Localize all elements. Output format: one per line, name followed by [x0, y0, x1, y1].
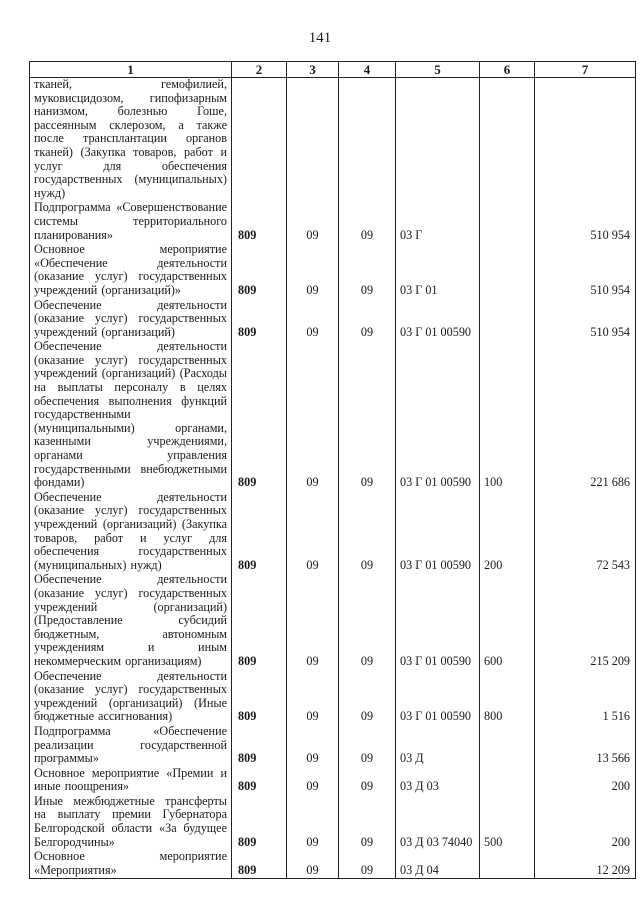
table-row — [30, 340, 636, 491]
row-amount: 221 686 — [535, 340, 636, 491]
header-row — [30, 62, 636, 78]
row-name: Подпрограмма «Обеспечение реализации государственной программы» — [30, 725, 232, 767]
row-target-item: 03 Д 03 74040 — [396, 795, 480, 850]
row-name: тканей, гемофилией, муковисцидозом, гипофизарным нанизмом, болезнью Гоше, рассеянным склерозом, а также после трансплантации органов тканей) (Закупка товаров, работ и услуг для обеспечения государственных (муниципальных) нужд) — [30, 78, 232, 202]
row-ministry-code: 809 — [232, 725, 287, 767]
row-ministry-code: 809 — [232, 850, 287, 879]
budget-table — [29, 61, 636, 879]
row-subsection: 09 — [339, 573, 396, 669]
row-expense-type — [480, 243, 535, 298]
table-row — [30, 573, 636, 669]
row-amount: 72 543 — [535, 491, 636, 574]
row-subsection: 09 — [339, 340, 396, 491]
row-ministry-code: 809 — [232, 243, 287, 298]
row-expense-type: 100 — [480, 340, 535, 491]
table-row — [30, 201, 636, 243]
header-col-2: 2 — [232, 62, 287, 78]
row-ministry-code: 809 — [232, 491, 287, 574]
row-target-item: 03 Г 01 00590 — [396, 670, 480, 725]
row-subsection: 09 — [339, 201, 396, 243]
row-subsection: 09 — [339, 491, 396, 574]
row-subsection: 09 — [339, 767, 396, 795]
row-amount: 510 954 — [535, 243, 636, 298]
row-subsection: 09 — [339, 670, 396, 725]
row-name: Обеспечение деятельности (оказание услуг) государственных учреждений (организаций) (Предоставление субсидий бюджетным, автономным учреждениям и иным некоммерческим организациям) — [30, 573, 232, 669]
header-col-4: 4 — [339, 62, 396, 78]
row-name: Подпрограмма «Совершенствование системы территориального планирования» — [30, 201, 232, 243]
row-expense-type — [480, 767, 535, 795]
row-amount: 200 — [535, 795, 636, 850]
row-section: 09 — [287, 299, 339, 341]
row-section: 09 — [287, 725, 339, 767]
row-target-item: 03 Г 01 00590 — [396, 573, 480, 669]
row-amount: 200 — [535, 767, 636, 795]
row-ministry-code: 809 — [232, 670, 287, 725]
table-body — [30, 78, 636, 879]
row-section: 09 — [287, 670, 339, 725]
row-expense-type — [480, 850, 535, 879]
row-section: 09 — [287, 573, 339, 669]
row-subsection: 09 — [339, 243, 396, 298]
row-subsection: 09 — [339, 299, 396, 341]
row-target-item — [396, 78, 480, 202]
row-ministry-code: 809 — [232, 795, 287, 850]
header-col-1: 1 — [30, 62, 232, 78]
row-amount: 12 209 — [535, 850, 636, 879]
row-section: 09 — [287, 767, 339, 795]
header-col-6: 6 — [480, 62, 535, 78]
row-expense-type: 800 — [480, 670, 535, 725]
table-row — [30, 670, 636, 725]
row-name: Обеспечение деятельности (оказание услуг) государственных учреждений (организаций) — [30, 299, 232, 341]
row-target-item: 03 Д 03 — [396, 767, 480, 795]
row-section: 09 — [287, 340, 339, 491]
row-name: Обеспечение деятельности (оказание услуг) государственных учреждений (организаций) (Расходы на выплаты персоналу в целях обеспечения выполнения функций государственными (муниципальными) органами, казенными учреждениями, органами управления государственными внебюджетными фондами) — [30, 340, 232, 491]
row-expense-type: 600 — [480, 573, 535, 669]
row-expense-type — [480, 201, 535, 243]
row-amount: 215 209 — [535, 573, 636, 669]
row-expense-type: 500 — [480, 795, 535, 850]
row-subsection: 09 — [339, 850, 396, 879]
row-ministry-code: 809 — [232, 573, 287, 669]
row-subsection: 09 — [339, 795, 396, 850]
row-name: Основное мероприятие «Обеспечение деятельности (оказание услуг) государственных учреждений (организаций)» — [30, 243, 232, 298]
table-row — [30, 78, 636, 202]
row-section: 09 — [287, 243, 339, 298]
row-expense-type — [480, 725, 535, 767]
row-section: 09 — [287, 491, 339, 574]
table-row — [30, 725, 636, 767]
row-section: 09 — [287, 201, 339, 243]
row-name: Основное мероприятие «Премии и иные поощрения» — [30, 767, 232, 795]
row-ministry-code: 809 — [232, 299, 287, 341]
row-expense-type: 200 — [480, 491, 535, 574]
row-subsection — [339, 78, 396, 202]
row-amount — [535, 78, 636, 202]
row-target-item: 03 Г 01 — [396, 243, 480, 298]
table-row — [30, 850, 636, 879]
row-name: Обеспечение деятельности (оказание услуг) государственных учреждений (организаций) (Иные бюджетные ассигнования) — [30, 670, 232, 725]
row-amount: 510 954 — [535, 201, 636, 243]
row-section — [287, 78, 339, 202]
row-ministry-code — [232, 78, 287, 202]
row-name: Иные межбюджетные трансферты на выплату премии Губернатора Белгородской области «За будущее Белгородчины» — [30, 795, 232, 850]
table-header — [30, 62, 636, 78]
row-ministry-code: 809 — [232, 201, 287, 243]
row-section: 09 — [287, 850, 339, 879]
row-target-item: 03 Д — [396, 725, 480, 767]
row-target-item: 03 Г 01 00590 — [396, 299, 480, 341]
row-name: Основное мероприятие «Мероприятия» — [30, 850, 232, 879]
row-amount: 510 954 — [535, 299, 636, 341]
row-expense-type — [480, 78, 535, 202]
page-number: 141 — [308, 30, 332, 46]
row-amount: 13 566 — [535, 725, 636, 767]
row-expense-type — [480, 299, 535, 341]
header-col-7: 7 — [535, 62, 636, 78]
table-row — [30, 299, 636, 341]
header-col-5: 5 — [396, 62, 480, 78]
row-target-item: 03 Г 01 00590 — [396, 491, 480, 574]
row-target-item: 03 Г — [396, 201, 480, 243]
row-name: Обеспечение деятельности (оказание услуг) государственных учреждений (организаций) (Закупка товаров, работ и услуг для обеспечения государственных (муниципальных) нужд) — [30, 491, 232, 574]
row-ministry-code: 809 — [232, 767, 287, 795]
row-target-item: 03 Д 04 — [396, 850, 480, 879]
row-subsection: 09 — [339, 725, 396, 767]
table-row — [30, 491, 636, 574]
row-amount: 1 516 — [535, 670, 636, 725]
row-target-item: 03 Г 01 00590 — [396, 340, 480, 491]
row-ministry-code: 809 — [232, 340, 287, 491]
header-col-3: 3 — [287, 62, 339, 78]
row-section: 09 — [287, 795, 339, 850]
table-row — [30, 243, 636, 298]
table-row — [30, 795, 636, 850]
table-row — [30, 767, 636, 795]
